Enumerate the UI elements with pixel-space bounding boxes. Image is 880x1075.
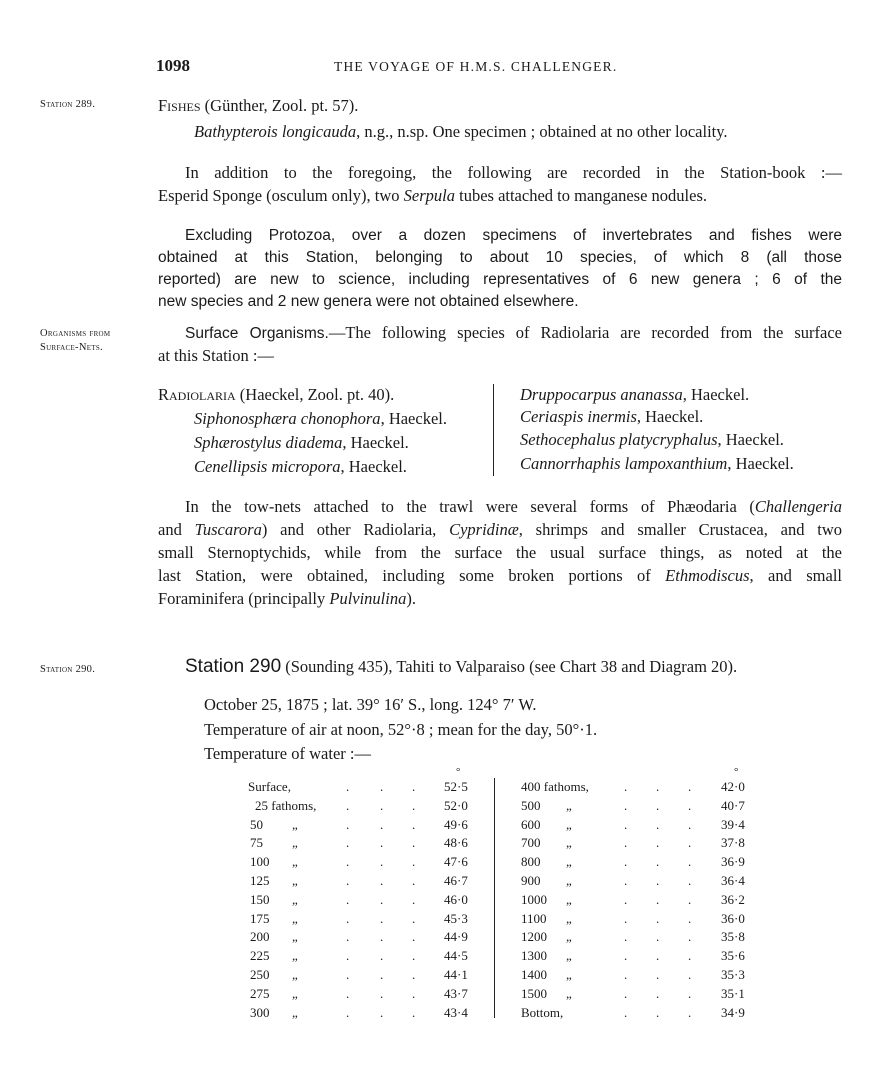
ditto-mark: „: [292, 854, 298, 870]
depth-value: 175: [250, 910, 270, 926]
station-290-water-temperature-label: Temperature of water :—: [204, 744, 371, 763]
radiolaria-species-right-4: Cannorrhaphis lampoxanthium, Haeckel.: [520, 454, 794, 473]
leader-dot: .: [624, 1004, 628, 1020]
ditto-mark: „: [292, 873, 298, 888]
temperature-value: 44·5: [444, 948, 468, 964]
ditto-mark: „: [292, 948, 298, 964]
leader-dot: .: [380, 929, 384, 945]
ditto-mark: „: [292, 929, 298, 945]
townets-line-4: last Station, were obtained, including some broken portions of Ethmodiscus, and small: [158, 566, 843, 585]
temperature-value: 49·6: [444, 816, 468, 832]
temperature-value: 36·9: [721, 854, 745, 870]
leader-dot: .: [656, 835, 660, 851]
leader-dot: .: [656, 985, 660, 1001]
surface-organisms-line-1: Surface Organisms.—The following species of Radiolaria are recorded from the surface: [185, 323, 842, 342]
temperature-value: 36·0: [721, 910, 745, 926]
leader-dot: .: [346, 967, 350, 982]
depth-value: 1500: [521, 985, 547, 1001]
leader-dot: .: [688, 873, 692, 888]
ditto-mark: „: [292, 891, 298, 907]
ditto-mark: „: [566, 929, 572, 945]
leader-dot: .: [688, 835, 692, 851]
temperature-value: 37·8: [721, 835, 745, 851]
serpula-name: Serpula: [403, 186, 455, 205]
station-290-margin-label: Station 290.: [40, 664, 96, 675]
leader-dot: .: [688, 797, 692, 813]
ditto-mark: „: [292, 835, 298, 851]
leader-dot: .: [656, 854, 660, 870]
leader-dot: .: [624, 929, 628, 945]
leader-dot: .: [656, 910, 660, 926]
depth-value: 250: [250, 967, 270, 982]
radiolaria-species-right-1: Druppocarpus ananassa, Haeckel.: [520, 385, 750, 404]
temperature-value: 36·4: [721, 873, 745, 888]
radiolaria-heading-label: Radiolaria: [158, 385, 236, 404]
radiolaria-species-left-3: Cenellipsis micropora, Haeckel.: [194, 457, 407, 476]
leader-dot: .: [656, 816, 660, 832]
temperature-value: 43·7: [444, 985, 468, 1001]
ditto-mark: „: [566, 910, 572, 926]
leader-dot: .: [380, 985, 384, 1001]
leader-dot: .: [624, 835, 628, 851]
temperature-value: 35·3: [721, 967, 745, 982]
leader-dot: .: [380, 873, 384, 888]
ditto-mark: „: [566, 835, 572, 851]
station-290-heading-detail: (Sounding 435), Tahiti to Valparaiso (see Chart 38 and Diagram 20).: [281, 657, 738, 676]
leader-dot: .: [688, 891, 692, 907]
leader-dot: .: [412, 835, 416, 851]
leader-dot: .: [688, 985, 692, 1001]
depth-value: 275: [250, 985, 270, 1001]
radiolaria-species-right-2: Ceriaspis inermis, Haeckel.: [520, 407, 704, 426]
leader-dot: .: [688, 1004, 692, 1020]
leader-dot: .: [346, 854, 350, 870]
leader-dot: .: [624, 797, 628, 813]
leader-dot: .: [380, 816, 384, 832]
summary-line-3: reported) are new to science, including representatives of 6 new genera ; 6 of the: [158, 271, 842, 288]
left-degree-mark: °: [456, 766, 461, 778]
station-290-date-position: October 25, 1875 ; lat. 39° 16′ S., long. 124° 7′ W.: [204, 695, 537, 714]
leader-dot: .: [412, 816, 416, 832]
leader-dot: .: [346, 929, 350, 945]
temperature-value: 46·0: [444, 891, 468, 907]
leader-dot: .: [656, 948, 660, 964]
radiolaria-species-right-3: Sethocephalus platycryphalus, Haeckel.: [520, 430, 784, 449]
leader-dot: .: [380, 854, 384, 870]
leader-dot: .: [656, 797, 660, 813]
leader-dot: .: [412, 967, 416, 982]
temperature-value: 47·6: [444, 854, 468, 870]
depth-value: 800: [521, 854, 541, 870]
depth-value: 1100: [521, 910, 547, 926]
fishes-heading: [158, 95, 358, 118]
leader-dot: .: [346, 948, 350, 964]
temperature-value: 40·7: [721, 797, 745, 813]
temperature-value: 44·9: [444, 929, 468, 945]
leader-dot: .: [346, 873, 350, 888]
depth-value: 700: [521, 835, 541, 851]
temperature-value: 48·6: [444, 835, 468, 851]
temperature-value: 35·1: [721, 985, 745, 1001]
leader-dot: .: [656, 779, 660, 794]
temperature-table-divider: [494, 778, 495, 1018]
leader-dot: .: [688, 910, 692, 926]
summary-line-4: new species and 2 new genera were not obtained elsewhere.: [158, 293, 579, 310]
townets-line-3: small Sternoptychids, while from the surface the usual surface things, as noted at the: [158, 543, 842, 562]
leader-dot: .: [346, 985, 350, 1001]
leader-dot: .: [346, 910, 350, 926]
leader-dot: .: [656, 891, 660, 907]
surface-organisms-line-2: at this Station :—: [158, 346, 274, 365]
temperature-value: 35·6: [721, 948, 745, 964]
leader-dot: .: [346, 797, 350, 813]
leader-dot: .: [380, 835, 384, 851]
fishes-heading-label: Fishes: [158, 96, 201, 115]
leader-dot: .: [380, 891, 384, 907]
depth-value: Surface,: [248, 779, 291, 794]
depth-value: 300: [250, 1004, 270, 1020]
organisms-margin-label-2: Surface-Nets.: [40, 342, 103, 353]
leader-dot: .: [624, 948, 628, 964]
depth-value: 400 fathoms,: [521, 779, 589, 794]
temperature-value: 52·5: [444, 779, 468, 794]
summary-line-1: Excluding Protozoa, over a dozen specimens of invertebrates and fishes were: [185, 227, 842, 244]
leader-dot: .: [412, 891, 416, 907]
depth-value: 50: [250, 816, 263, 832]
depth-value: 500: [521, 797, 541, 813]
townets-line-5: Foraminifera (principally Pulvinulina).: [158, 589, 416, 608]
depth-value: 1300: [521, 948, 547, 964]
leader-dot: .: [380, 1004, 384, 1020]
depth-value: 225: [250, 948, 270, 964]
surface-organisms-heading: Surface Organisms.: [185, 325, 329, 342]
fish-entry: [194, 121, 728, 144]
depth-value: 75: [250, 835, 263, 851]
leader-dot: .: [412, 1004, 416, 1020]
ditto-mark: „: [292, 816, 298, 832]
depth-value: 100: [250, 854, 270, 870]
temperature-value: 39·4: [721, 816, 745, 832]
temperature-value: 45·3: [444, 910, 468, 926]
ditto-mark: „: [292, 967, 298, 982]
station-289-margin-label: Station 289.: [40, 99, 96, 110]
temperature-value: 52·0: [444, 797, 468, 813]
ditto-mark: „: [566, 873, 572, 888]
depth-value: 200: [250, 929, 270, 945]
temperature-value: 35·8: [721, 929, 745, 945]
station-290-heading: [185, 656, 737, 678]
leader-dot: .: [656, 929, 660, 945]
ditto-mark: „: [566, 967, 572, 982]
leader-dot: .: [380, 967, 384, 982]
station-book-line-2: Esperid Sponge (osculum only), two Serpula tubes attached to manganese nodules.: [158, 186, 707, 205]
ditto-mark: „: [566, 985, 572, 1001]
right-degree-mark: °: [734, 766, 739, 778]
temperature-value: 43·4: [444, 1004, 468, 1020]
leader-dot: .: [688, 967, 692, 982]
leader-dot: .: [346, 1004, 350, 1020]
leader-dot: .: [624, 854, 628, 870]
leader-dot: .: [688, 929, 692, 945]
leader-dot: .: [380, 797, 384, 813]
depth-value: 125: [250, 873, 270, 888]
leader-dot: .: [624, 816, 628, 832]
leader-dot: .: [656, 1004, 660, 1020]
organisms-margin-label-1: Organisms from: [40, 328, 111, 339]
leader-dot: .: [412, 948, 416, 964]
leader-dot: .: [380, 948, 384, 964]
temperature-value: 46·7: [444, 873, 468, 888]
leader-dot: .: [346, 779, 350, 794]
ditto-mark: „: [566, 891, 572, 907]
leader-dot: .: [624, 985, 628, 1001]
leader-dot: .: [624, 967, 628, 982]
leader-dot: .: [656, 967, 660, 982]
station-290-heading-label: Station 290: [185, 656, 282, 677]
depth-value: 25 fathoms,: [255, 797, 317, 813]
depth-value: Bottom,: [521, 1004, 564, 1020]
leader-dot: .: [688, 816, 692, 832]
leader-dot: .: [412, 985, 416, 1001]
leader-dot: .: [412, 854, 416, 870]
leader-dot: .: [380, 910, 384, 926]
leader-dot: .: [624, 873, 628, 888]
leader-dot: .: [412, 910, 416, 926]
running-title: THE VOYAGE OF H.M.S. CHALLENGER.: [334, 59, 618, 74]
station-290-air-temperature: Temperature of air at noon, 52°·8 ; mean for the day, 50°·1.: [204, 720, 598, 739]
temperature-value: 42·0: [721, 779, 745, 794]
depth-value: 600: [521, 816, 541, 832]
leader-dot: .: [624, 910, 628, 926]
townets-line-1: In the tow-nets attached to the trawl were several forms of Phæodaria (Challengeria: [185, 497, 842, 516]
leader-dot: .: [688, 948, 692, 964]
leader-dot: .: [412, 929, 416, 945]
leader-dot: .: [412, 873, 416, 888]
depth-value: 150: [250, 891, 270, 907]
leader-dot: .: [346, 816, 350, 832]
ditto-mark: „: [566, 854, 572, 870]
ditto-mark: „: [566, 797, 572, 813]
leader-dot: .: [688, 854, 692, 870]
depth-value: 900: [521, 873, 541, 888]
fish-entry-note: , n.g., n.sp. One specimen ; obtained at no other locality.: [356, 122, 728, 141]
temperature-value: 36·2: [721, 891, 745, 907]
leader-dot: .: [624, 779, 628, 794]
depth-value: 1400: [521, 967, 547, 982]
leader-dot: .: [656, 873, 660, 888]
radiolaria-heading-reference: (Haeckel, Zool. pt. 40).: [235, 385, 395, 404]
radiolaria-species-left-1: Siphonosphæra chonophora, Haeckel.: [194, 409, 447, 428]
ditto-mark: „: [566, 948, 572, 964]
temperature-value: 44·1: [444, 967, 468, 982]
radiolaria-species-left-2: Sphærostylus diadema, Haeckel.: [194, 433, 409, 452]
townets-line-2: and Tuscarora) and other Radiolaria, Cypridinæ, shrimps and smaller Crustacea, and two: [158, 520, 842, 539]
leader-dot: .: [412, 797, 416, 813]
ditto-mark: „: [292, 910, 298, 926]
fish-species-name: Bathypterois longicauda: [194, 122, 357, 141]
station-book-line-1: In addition to the foregoing, the following are recorded in the Station-book :—: [185, 163, 842, 182]
leader-dot: .: [688, 779, 692, 794]
leader-dot: .: [346, 835, 350, 851]
leader-dot: .: [380, 779, 384, 794]
fishes-heading-reference: (Günther, Zool. pt. 57).: [200, 96, 359, 115]
temperature-value: 34·9: [721, 1004, 745, 1020]
summary-line-2: obtained at this Station, belonging to about 10 species, of which 8 (all those: [158, 249, 842, 266]
leader-dot: .: [346, 891, 350, 907]
ditto-mark: „: [566, 816, 572, 832]
page-number: 1098: [156, 56, 190, 75]
depth-value: 1000: [521, 891, 547, 907]
depth-value: 1200: [521, 929, 547, 945]
ditto-mark: „: [292, 985, 298, 1001]
radiolaria-column-divider: [493, 384, 494, 476]
leader-dot: .: [624, 891, 628, 907]
ditto-mark: „: [292, 1004, 298, 1020]
radiolaria-heading: [158, 384, 394, 407]
leader-dot: .: [412, 779, 416, 794]
